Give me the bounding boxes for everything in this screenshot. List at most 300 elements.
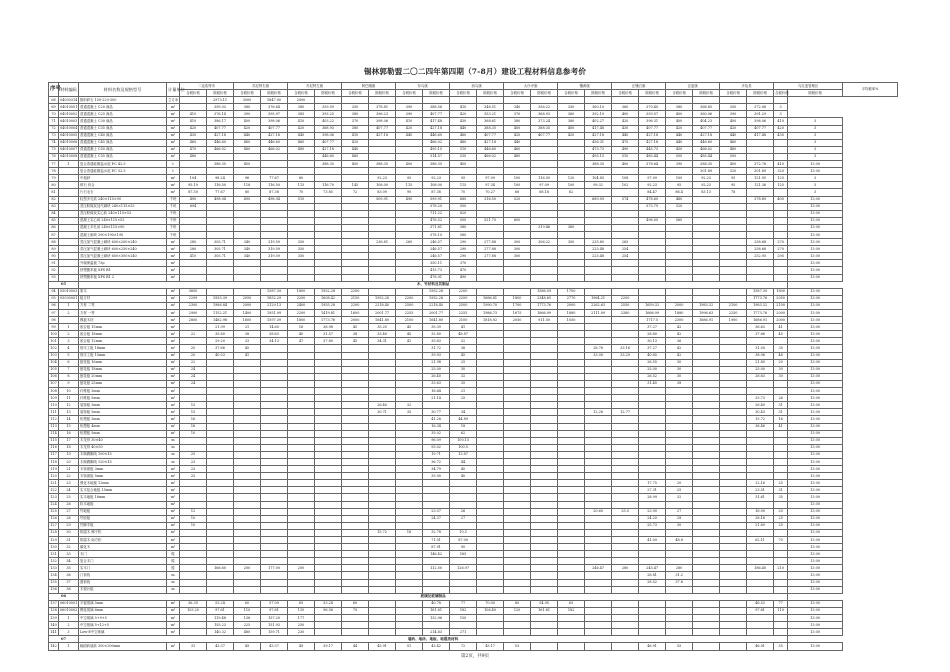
table-cell [261,430,288,437]
table-cell: 126.97 [450,565,477,572]
header-sub-tax-excl: 除税价格 [423,90,450,97]
table-cell [693,380,720,387]
table-cell: 430 [612,125,639,132]
table-cell [666,430,693,437]
table-cell [342,217,369,224]
table-cell [396,423,423,430]
table-cell [531,537,558,544]
table-cell: 305.71 [207,239,234,246]
table-cell [477,260,504,267]
table-cell: 43.37 [207,643,234,650]
table-cell: 13.00 [788,310,843,317]
table-cell: 62.11 [747,537,774,544]
table-cell: 1 [59,324,79,331]
table-cell: 119.48 [207,615,234,622]
table-cell: 45 [396,324,423,331]
table-cell [666,395,693,402]
table-cell: 刨花板 20mm [79,373,167,380]
table-cell: 72 [49,125,59,132]
table-cell: 38.46 [747,423,774,430]
table-cell [720,217,747,224]
table-cell: 98.24 [207,175,234,182]
table-cell [315,629,342,636]
table-cell [585,231,612,238]
table-cell [720,487,747,494]
table-cell [558,409,585,416]
table-cell: 混凝土实心砖 240×115×53 [79,217,167,224]
table-cell: 1400 [234,310,261,317]
table-cell: 铝塑板 5mm [79,430,167,437]
table-cell [207,210,234,217]
table-cell: 2129.13 [261,302,288,309]
table-cell: 398.06 [315,132,342,139]
table-cell: 刨花板 18mm [79,366,167,373]
table-cell: 161.61 [423,607,450,614]
table-cell [180,501,207,508]
table-cell: 37 [59,579,79,586]
table-cell [477,622,504,629]
table-cell [207,494,234,501]
table-cell [342,246,369,253]
table-cell: m [167,586,180,593]
table-cell: 33.20 [612,352,639,359]
table-cell: 132.96 [423,615,450,622]
table-cell: 41 [774,423,788,430]
table-cell [558,168,585,175]
table-cell: 277.88 [477,239,504,246]
table-cell: 305.71 [207,246,234,253]
table-cell: m² [167,416,180,423]
table-cell: 2300 [666,317,693,324]
table-cell: 80 [504,600,531,607]
table-cell: 纤维板 3mm [79,388,167,395]
table-cell: 35.39 [423,324,450,331]
table-cell: 49 [234,643,261,650]
table-cell: 千块 [167,231,180,238]
table-cell: 393.57 [639,111,666,118]
header-region: 二连浩特市 [180,83,234,90]
table-cell [612,395,639,402]
table-cell: 蒸压粉煤灰加气砌块 240×115×53 [79,203,167,210]
table-cell [504,508,531,515]
table-cell [585,522,612,529]
table-cell: 1996.63 [693,310,720,317]
table-cell: 胶合板 18mm [79,331,167,338]
header-sub-tax-excl: 除税价格 [315,90,342,97]
table-cell: 407.77 [531,132,558,139]
table-cell: 13.00 [788,161,843,168]
table-cell: 96 [234,175,261,182]
table-cell [585,600,612,607]
table-cell [396,607,423,614]
table-cell [639,402,666,409]
table-cell [666,388,693,395]
table-cell [315,430,342,437]
table-cell [720,494,747,501]
table-cell [585,388,612,395]
table-cell [180,161,207,168]
table-cell: 53.24 [315,600,342,607]
table-cell: 80 [49,182,59,189]
table-cell [450,480,477,487]
table-cell: 1990.70 [477,302,504,309]
table-cell [261,551,288,558]
table-cell [396,224,423,231]
table-cell [558,373,585,380]
table-cell [720,437,747,444]
table-cell [558,579,585,586]
table-cell: 400 [450,161,477,168]
table-cell: 77.67 [207,189,234,196]
table-cell: 71 [49,118,59,125]
table-cell: 26 [450,508,477,515]
table-cell: 25.73 [747,395,774,402]
table-cell: m² [167,409,180,416]
table-cell [396,515,423,522]
table-cell: 25 [666,487,693,494]
table-cell [531,161,558,168]
table-cell: 13.00 [788,224,843,231]
table-cell [693,246,720,253]
table-cell: 70.27 [477,189,504,196]
table-cell: 490 [612,146,639,153]
table-cell: 420 [342,139,369,146]
table-cell: 13.00 [788,622,843,629]
table-cell [558,153,585,160]
table-cell [180,437,207,444]
table-cell [612,529,639,536]
table-cell [693,437,720,444]
table-cell [504,444,531,451]
table-row [49,104,898,111]
table-cell [342,522,369,529]
table-cell [396,544,423,551]
table-cell [396,267,423,274]
table-cell: 41.09 [639,537,666,544]
table-cell: 820 [450,210,477,217]
table-cell [585,451,612,458]
table-cell: 72 [342,189,369,196]
table-row [49,529,898,536]
table-cell [585,444,612,451]
table-cell [666,451,693,458]
table-cell [477,380,504,387]
table-cell: 68 [49,97,59,104]
table-cell: 1986.84 [207,302,234,309]
table-cell [747,217,774,224]
table-row [49,168,898,175]
table-cell: 530 [450,153,477,160]
table-cell [639,395,666,402]
table-cell: 460 [720,139,747,146]
table-cell [180,267,207,274]
table-cell [59,217,79,224]
table-cell [342,466,369,473]
table-cell [720,423,747,430]
table-cell [720,430,747,437]
table-cell [693,253,720,260]
table-cell [558,260,585,267]
table-cell: 1717.5 [639,317,666,324]
table-cell: 1587.39 [747,288,774,295]
section-label: 木、竹材料及其制品 [79,281,788,288]
table-cell [612,480,639,487]
table-cell [504,579,531,586]
table-cell: 1847.00 [261,97,288,104]
table-cell: 157.20 [261,615,288,622]
table-cell [666,544,693,551]
table-row [49,196,898,203]
table-cell [234,501,261,508]
table-cell: 400 [612,161,639,168]
table-cell: m³ [167,529,180,536]
table-cell [504,622,531,629]
table-cell [207,515,234,522]
table-cell: 100.5 [450,444,477,451]
table-cell: 146.42 [423,551,450,558]
table-cell: 245.47 [639,565,666,572]
table-cell [747,231,774,238]
table-cell: 38 [342,331,369,338]
table-cell [720,607,747,614]
table-cell: 96.09 [423,437,450,444]
table-cell [180,551,207,558]
table-cell: 136 [234,615,261,622]
table-cell [396,451,423,458]
table-cell [315,175,342,182]
table-cell [477,359,504,366]
table-cell [531,515,558,522]
table-cell: 1800 [288,288,315,295]
table-cell [423,97,450,104]
table-cell: 刨花板 16mm [79,359,167,366]
table-cell [288,522,315,529]
table-cell: m² [167,402,180,409]
table-cell [477,338,504,345]
table-cell [693,366,720,373]
table-cell: 265 [612,239,639,246]
table-cell: 290 [450,239,477,246]
table-cell [450,494,477,501]
table-cell [396,480,423,487]
header-region: 阿巴嘎旗 [342,83,396,90]
table-cell: 388.56 [423,104,450,111]
table-cell [477,508,504,515]
table-cell [531,451,558,458]
table-cell: 36.72 [423,458,450,465]
table-cell [585,473,612,480]
table-cell: 13.00 [788,239,843,246]
table-cell: 91 [49,260,59,267]
table-cell [585,324,612,331]
table-cell [288,551,315,558]
table-cell [774,444,788,451]
table-cell [369,437,396,444]
table-cell: 108 [612,175,639,182]
table-cell [639,260,666,267]
table-cell: 165 [450,551,477,558]
table-cell [558,565,585,572]
table-cell [504,430,531,437]
table-cell: 1597.39 [261,317,288,324]
table-cell: 木门 [79,551,167,558]
table-cell: 277.88 [477,253,504,260]
table-row [49,501,898,508]
table-cell: 252.95 [747,253,774,260]
table-cell: 385 [288,111,315,118]
table-cell [207,551,234,558]
table-cell [450,572,477,579]
table-cell [369,501,396,508]
table-cell: 105 [49,366,59,373]
table-cell [693,288,720,295]
table-cell [612,544,639,551]
table-cell: m³ [167,295,180,302]
table-cell [315,466,342,473]
table-cell: 21.69 [747,522,774,529]
table-cell [693,416,720,423]
table-row [49,565,898,572]
table-cell: 41 [396,338,423,345]
table-cell [747,146,774,153]
table-cell [369,217,396,224]
table-cell: 铝塑板 3mm [79,416,167,423]
table-cell [774,558,788,565]
table-cell [234,558,261,565]
table-cell [747,437,774,444]
table-cell [639,274,666,281]
table-cell: 400 [720,118,747,125]
table-cell [666,409,693,416]
table-cell: 120 [49,473,59,480]
table-cell: 121 [49,480,59,487]
table-cell [504,558,531,565]
table-cell: 28.99 [639,494,666,501]
table-cell [612,451,639,458]
table-cell [342,615,369,622]
table-cell: 510 [612,153,639,160]
table-cell [666,473,693,480]
table-cell: 480 [450,139,477,146]
table-cell: 599.91 [423,196,450,203]
table-cell [720,501,747,508]
table-cell: 440 [720,132,747,139]
table-cell [180,558,207,565]
table-cell: 90 [49,253,59,260]
table-cell: 407.77 [261,125,288,132]
table-cell [720,537,747,544]
table-cell [585,544,612,551]
table-cell: 60 [234,600,261,607]
table-cell: 93 [49,274,59,281]
table-cell: 13.00 [788,416,843,423]
table-cell [315,544,342,551]
table-cell [693,217,720,224]
table-cell: 30 [450,366,477,373]
table-cell [261,395,288,402]
table-cell: 62 [558,189,585,196]
table-cell: 320 [774,168,788,175]
table-cell: 280 [666,565,693,572]
table-cell [342,572,369,579]
table-cell [531,338,558,345]
table-cell: 13.00 [788,373,843,380]
table-cell [450,558,477,565]
table-cell [288,437,315,444]
table-row [49,97,898,104]
table-cell [747,430,774,437]
table-cell: 1686.91 [693,317,720,324]
table-cell: 378.64 [639,161,666,168]
table-cell: 69 [49,104,59,111]
table-cell [369,558,396,565]
table-cell [234,508,261,515]
table-cell [558,324,585,331]
table-cell: m² [167,643,180,650]
table-cell: 1800 [288,317,315,324]
table-cell: 2218.40 [423,302,450,309]
table-cell [342,388,369,395]
table-row [49,366,898,373]
table-cell [666,586,693,593]
table-cell [180,565,207,572]
table-cell: 34 [450,409,477,416]
table-cell: 04010004 [59,125,79,132]
table-cell [315,537,342,544]
table-cell [558,267,585,274]
table-cell [720,324,747,331]
table-row [49,224,898,231]
table-cell [261,529,288,536]
table-cell [612,458,639,465]
table-cell [207,501,234,508]
table-cell [747,203,774,210]
table-cell [180,480,207,487]
table-cell: 13.00 [788,451,843,458]
header-sub-tax-excl: 除税价格 [207,90,234,97]
table-cell: m² [167,600,180,607]
table-cell [747,622,774,629]
table-cell: 96 [49,302,59,309]
table-cell: 110 [288,607,315,614]
table-cell [342,416,369,423]
table-cell [342,423,369,430]
table-cell [234,572,261,579]
table-cell [585,537,612,544]
table-cell [558,480,585,487]
table-cell: 277.88 [477,246,504,253]
table-cell: 478.60 [639,196,666,203]
table-cell: 301.89 [693,168,720,175]
table-cell [207,359,234,366]
table-cell [774,267,788,274]
table-cell [504,338,531,345]
table-row [49,203,898,210]
table-cell: 97.09 [639,175,666,182]
table-cell: 12 [59,402,79,409]
table-cell [288,210,315,217]
table-cell [720,395,747,402]
table-cell: 25 [59,494,79,501]
table-cell [396,487,423,494]
table-cell [720,359,747,366]
table-cell: 普通混凝土 C50 商品 [79,146,167,153]
table-cell [558,615,585,622]
table-cell [612,380,639,387]
table-cell [774,451,788,458]
table-cell [747,153,774,160]
table-cell: 390 [720,111,747,118]
